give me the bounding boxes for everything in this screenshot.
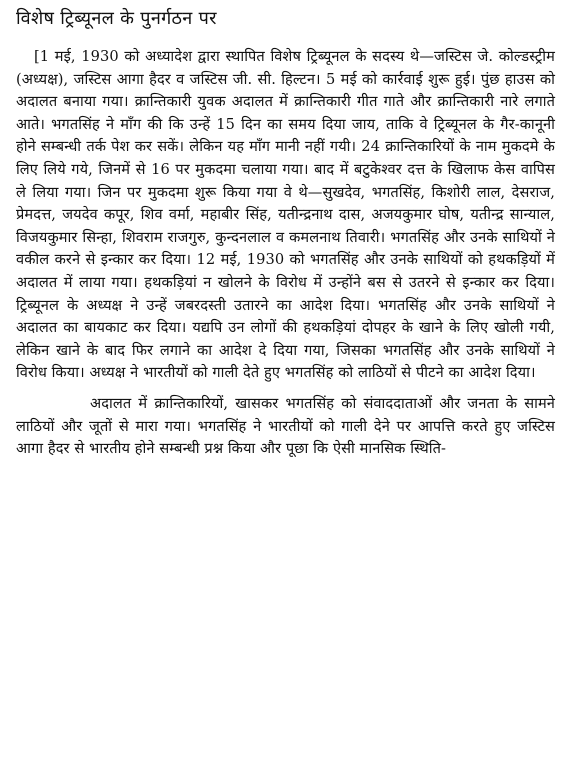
body-paragraph-1: [1 मई, 1930 को अध्यादेश द्वारा स्थापित विशेष ट्रिब्यूनल के सदस्य थे—जस्टिस जे. कोल्डस्ट्रीम (अध्यक्ष), जस्टिस आगा हैदर व जस्टिस जी. सी. हिल्टन। 5 मई को कार्रवाई शुरू हुई। पुंछ हाउस को अदालत बनाया गया। क्रान्तिकारी युवक अदालत में क्रान्तिकारी गीत गाते और क्रान्तिकारी नारे लगाते आते। भगतसिंह ने माँग की कि उन्हें 15 दिन का समय दिया जाय, ताकि वे ट्रिब्यूनल के गैर-कानूनी होने सम्बन्धी तर्क पेश कर सकें। लेकिन यह माँग मानी नहीं गयी। 24 क्रान्तिकारियों के नाम मुकदमे के लिए लिये गये, जिनमें से 16 पर मुकदमा चलाया गया। बाद में बटुकेश्वर दत्त के खिलाफ केस वापिस ले लिया गया। जिन पर मुकदमा शुरू किया गया वे थे—सुखदेव, भगतसिंह, किशोरी लाल, देसराज, प्रेमदत्त, जयदेव कपूर, शिव वर्मा, महाबीर सिंह, यतीन्द्रनाथ दास, अजयकुमार घोष, यतीन्द्र सान्याल, विजयकुमार सिन्हा, शिवराम राजगुरु, कुन्दनलाल व कमलनाथ तिवारी। भगतसिंह और उनके साथियों ने वकील करने से इन्कार कर दिया। 12 मई, 1930 को भगतसिंह और उनके साथियों को हथकड़ियों में अदालत में लाया गया। हथकड़ियां न खोलने के विरोध में उन्होंने बस से उतरने से इन्कार कर दिया। ट्रिब्यूनल के अध्यक्ष ने उन्हें जबरदस्ती उतारने का आदेश दिया। भगतसिंह और उनके साथियों ने अदालत का बायकाट कर दिया। यद्यपि उन लोगों की हथकड़ियां दोपहर के खाने के लिए खोली गयी, लेकिन खाने के बाद फिर लगाने का आदेश दे दिया गया, जिसका भगतसिंह और उनके साथियों ने विरोध किया। अध्यक्ष ने भारतीयों को गाली देते हुए भगतसिंह को लाठियों से पीटने का आदेश दिया।: [16, 48, 555, 382]
section-heading: विशेष ट्रिब्यूनल के पुनर्गठन पर: [16, 8, 217, 29]
body-paragraph-2: अदालत में क्रान्तिकारियों, खासकर भगतसिंह को संवाददाताओं और जनता के सामने लाठियों और जूतों से मारा गया। भगतसिंह ने भारतीयों को गाली देने पर आपत्ति करते हुए जस्टिस आगा हैदर से भारतीय होने सम्बन्धी प्रश्न किया और पूछा कि ऐसी मानसिक स्थिति-: [16, 394, 555, 458]
